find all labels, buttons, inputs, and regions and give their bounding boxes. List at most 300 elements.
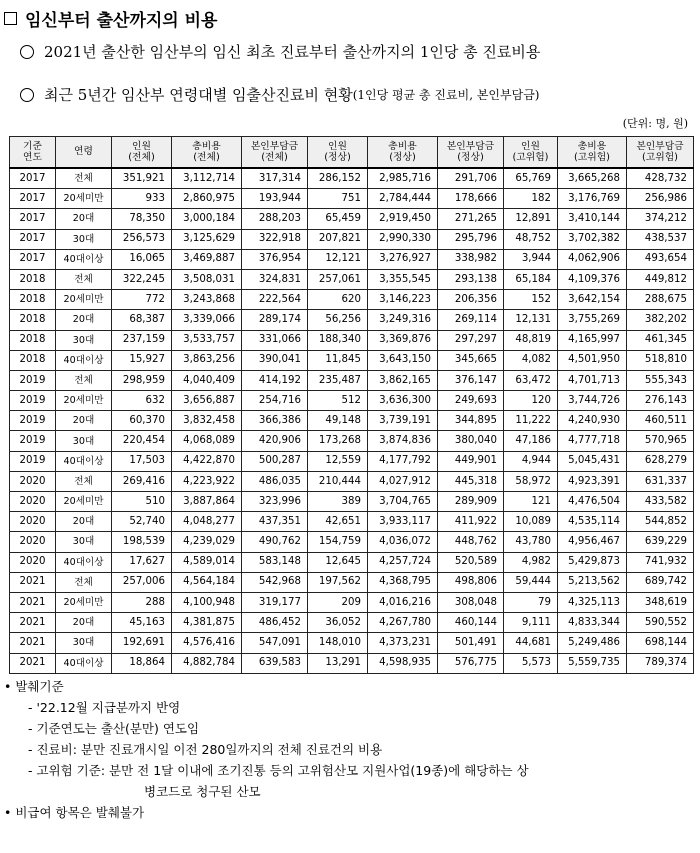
value-cell: 4,982 xyxy=(504,552,558,572)
value-cell: 374,212 xyxy=(627,209,694,229)
value-cell: 376,954 xyxy=(242,249,308,269)
value-cell: 65,184 xyxy=(504,269,558,289)
value-cell: 445,318 xyxy=(438,471,504,491)
table-header-row xyxy=(10,137,694,169)
value-cell: 348,619 xyxy=(627,592,694,612)
value-cell: 12,645 xyxy=(308,552,368,572)
bullet-age-group-main: 최근 5년간 임산부 연령대별 임출산진료비 현황 xyxy=(44,86,353,104)
value-cell: 698,144 xyxy=(627,633,694,653)
table-row xyxy=(10,411,694,431)
value-cell: 324,831 xyxy=(242,269,308,289)
column-header-line: (정상) xyxy=(389,152,416,163)
year-cell: 2018 xyxy=(10,330,56,350)
table-row xyxy=(10,209,694,229)
value-cell: 366,386 xyxy=(242,411,308,431)
value-cell: 3,863,256 xyxy=(172,350,242,370)
value-cell: 276,143 xyxy=(627,391,694,411)
age-group-cell: 20대 xyxy=(56,512,112,532)
value-cell: 689,742 xyxy=(627,572,694,592)
bullet-age-group-status xyxy=(20,84,539,105)
value-cell: 460,511 xyxy=(627,411,694,431)
value-cell: 152 xyxy=(504,290,558,310)
value-cell: 3,339,066 xyxy=(172,310,242,330)
table-row xyxy=(10,592,694,612)
age-group-cell: 전체 xyxy=(56,572,112,592)
value-cell: 555,343 xyxy=(627,370,694,390)
value-cell: 4,701,713 xyxy=(558,370,627,390)
value-cell: 12,559 xyxy=(308,451,368,471)
value-cell: 3,276,927 xyxy=(368,249,438,269)
year-cell: 2020 xyxy=(10,552,56,572)
value-cell: 518,810 xyxy=(627,350,694,370)
age-group-cell: 30대 xyxy=(56,229,112,249)
age-group-cell: 40대이상 xyxy=(56,653,112,673)
column-header xyxy=(242,137,308,169)
table-row xyxy=(10,512,694,532)
value-cell: 2,990,330 xyxy=(368,229,438,249)
value-cell: 45,163 xyxy=(112,613,172,633)
value-cell: 933 xyxy=(112,189,172,209)
value-cell: 583,148 xyxy=(242,552,308,572)
value-cell: 3,112,714 xyxy=(172,168,242,189)
year-cell: 2018 xyxy=(10,350,56,370)
age-group-cell: 40대이상 xyxy=(56,249,112,269)
column-header-line: 총비용 xyxy=(388,140,417,152)
value-cell: 344,895 xyxy=(438,411,504,431)
value-cell: 772 xyxy=(112,290,172,310)
age-group-cell: 20세미만 xyxy=(56,290,112,310)
value-cell: 288,675 xyxy=(627,290,694,310)
value-cell: 3,643,150 xyxy=(368,350,438,370)
value-cell: 433,582 xyxy=(627,492,694,512)
table-row xyxy=(10,189,694,209)
value-cell: 322,245 xyxy=(112,269,172,289)
value-cell: 3,862,165 xyxy=(368,370,438,390)
column-header xyxy=(627,137,694,169)
age-group-cell: 전체 xyxy=(56,168,112,189)
unit-label: (단위: 명, 원) xyxy=(622,117,688,130)
value-cell: 2,860,975 xyxy=(172,189,242,209)
value-cell: 4,109,376 xyxy=(558,269,627,289)
table-row xyxy=(10,229,694,249)
value-cell: 4,040,409 xyxy=(172,370,242,390)
column-header-line: (고위험) xyxy=(641,152,679,163)
value-cell: 188,340 xyxy=(308,330,368,350)
year-cell: 2018 xyxy=(10,269,56,289)
age-group-cell: 40대이상 xyxy=(56,552,112,572)
value-cell: 18,864 xyxy=(112,653,172,673)
value-cell: 4,923,391 xyxy=(558,471,627,491)
value-cell: 288,203 xyxy=(242,209,308,229)
value-cell: 639,229 xyxy=(627,532,694,552)
year-cell: 2017 xyxy=(10,209,56,229)
value-cell: 4,016,216 xyxy=(368,592,438,612)
value-cell: 48,819 xyxy=(504,330,558,350)
value-cell: 3,533,757 xyxy=(172,330,242,350)
value-cell: 48,752 xyxy=(504,229,558,249)
value-cell: 3,000,184 xyxy=(172,209,242,229)
value-cell: 437,351 xyxy=(242,512,308,532)
value-cell: 4,325,113 xyxy=(558,592,627,612)
value-cell: 3,125,629 xyxy=(172,229,242,249)
value-cell: 4,036,072 xyxy=(368,532,438,552)
year-cell: 2020 xyxy=(10,532,56,552)
value-cell: 192,691 xyxy=(112,633,172,653)
value-cell: 79 xyxy=(504,592,558,612)
value-cell: 3,243,868 xyxy=(172,290,242,310)
table-row xyxy=(10,552,694,572)
value-cell: 17,503 xyxy=(112,451,172,471)
year-cell: 2019 xyxy=(10,411,56,431)
value-cell: 5,249,486 xyxy=(558,633,627,653)
value-cell: 271,265 xyxy=(438,209,504,229)
value-cell: 43,780 xyxy=(504,532,558,552)
value-cell: 13,291 xyxy=(308,653,368,673)
value-cell: 390,041 xyxy=(242,350,308,370)
value-cell: 5,429,873 xyxy=(558,552,627,572)
value-cell: 2,919,450 xyxy=(368,209,438,229)
value-cell: 486,452 xyxy=(242,613,308,633)
value-cell: 3,656,887 xyxy=(172,391,242,411)
table-row xyxy=(10,269,694,289)
note-payment-reflect: - '22.12월 지급분까지 반영 xyxy=(28,700,181,715)
value-cell: 382,202 xyxy=(627,310,694,330)
value-cell: 3,146,223 xyxy=(368,290,438,310)
table-row xyxy=(10,290,694,310)
year-cell: 2021 xyxy=(10,592,56,612)
value-cell: 291,706 xyxy=(438,168,504,189)
age-group-cell: 30대 xyxy=(56,633,112,653)
circle-bullet-icon xyxy=(20,45,34,59)
year-cell: 2021 xyxy=(10,633,56,653)
table-row xyxy=(10,431,694,451)
table-row xyxy=(10,370,694,390)
value-cell: 12,131 xyxy=(504,310,558,330)
note-high-risk-criteria-cont: 병코드로 청구된 산모 xyxy=(144,784,261,799)
note-medical-cost: - 진료비: 분만 진료개시일 이전 280일까지의 전체 진료건의 비용 xyxy=(28,742,383,757)
column-header-line: 인원 xyxy=(521,140,540,152)
value-cell: 376,147 xyxy=(438,370,504,390)
column-header xyxy=(112,137,172,169)
value-cell: 4,476,504 xyxy=(558,492,627,512)
value-cell: 154,759 xyxy=(308,532,368,552)
value-cell: 319,177 xyxy=(242,592,308,612)
value-cell: 3,369,876 xyxy=(368,330,438,350)
age-group-cell: 20세미만 xyxy=(56,391,112,411)
value-cell: 2,784,444 xyxy=(368,189,438,209)
value-cell: 438,537 xyxy=(627,229,694,249)
value-cell: 15,927 xyxy=(112,350,172,370)
year-cell: 2020 xyxy=(10,492,56,512)
value-cell: 5,045,431 xyxy=(558,451,627,471)
value-cell: 193,944 xyxy=(242,189,308,209)
value-cell: 3,508,031 xyxy=(172,269,242,289)
year-cell: 2019 xyxy=(10,431,56,451)
year-cell: 2020 xyxy=(10,471,56,491)
value-cell: 12,891 xyxy=(504,209,558,229)
value-cell: 295,796 xyxy=(438,229,504,249)
year-cell: 2018 xyxy=(10,290,56,310)
column-header-line: (전체) xyxy=(261,152,288,163)
value-cell: 338,982 xyxy=(438,249,504,269)
value-cell: 17,627 xyxy=(112,552,172,572)
value-cell: 4,100,948 xyxy=(172,592,242,612)
value-cell: 620 xyxy=(308,290,368,310)
value-cell: 11,222 xyxy=(504,411,558,431)
value-cell: 632 xyxy=(112,391,172,411)
value-cell: 639,583 xyxy=(242,653,308,673)
column-header-line: 본인부담금 xyxy=(250,140,299,152)
value-cell: 4,535,114 xyxy=(558,512,627,532)
value-cell: 420,906 xyxy=(242,431,308,451)
value-cell: 120 xyxy=(504,391,558,411)
column-header-line: (전체) xyxy=(193,152,220,163)
column-header-line: (고위험) xyxy=(573,152,611,163)
value-cell: 121 xyxy=(504,492,558,512)
year-cell: 2017 xyxy=(10,249,56,269)
value-cell: 58,972 xyxy=(504,471,558,491)
age-group-cell: 20세미만 xyxy=(56,592,112,612)
age-group-cell: 20대 xyxy=(56,411,112,431)
column-header-line: 본인부담금 xyxy=(636,140,684,152)
year-cell: 2018 xyxy=(10,310,56,330)
value-cell: 4,082 xyxy=(504,350,558,370)
value-cell: 4,267,780 xyxy=(368,613,438,633)
year-cell: 2017 xyxy=(10,168,56,189)
column-header-line: 총비용 xyxy=(192,140,221,152)
value-cell: 3,469,887 xyxy=(172,249,242,269)
value-cell: 298,959 xyxy=(112,370,172,390)
age-group-cell: 전체 xyxy=(56,471,112,491)
value-cell: 628,279 xyxy=(627,451,694,471)
value-cell: 4,422,870 xyxy=(172,451,242,471)
value-cell: 182 xyxy=(504,189,558,209)
age-group-cell: 30대 xyxy=(56,532,112,552)
age-group-cell: 전체 xyxy=(56,370,112,390)
value-cell: 345,665 xyxy=(438,350,504,370)
note-high-risk-criteria: - 고위험 기준: 분만 전 1달 이내에 조기진통 등의 고위험산모 지원사업(19종)에 해당하는 상 xyxy=(28,763,529,778)
table-body xyxy=(10,168,694,673)
cost-table xyxy=(9,136,694,674)
value-cell: 297,297 xyxy=(438,330,504,350)
note-extraction-criteria: • 발췌기준 xyxy=(4,679,64,694)
value-cell: 52,740 xyxy=(112,512,172,532)
column-header-line: 총비용 xyxy=(577,140,607,152)
value-cell: 49,148 xyxy=(308,411,368,431)
value-cell: 4,381,875 xyxy=(172,613,242,633)
value-cell: 5,559,735 xyxy=(558,653,627,673)
value-cell: 12,121 xyxy=(308,249,368,269)
value-cell: 4,777,718 xyxy=(558,431,627,451)
table-row xyxy=(10,350,694,370)
value-cell: 10,089 xyxy=(504,512,558,532)
value-cell: 520,589 xyxy=(438,552,504,572)
value-cell: 3,744,726 xyxy=(558,391,627,411)
value-cell: 257,006 xyxy=(112,572,172,592)
value-cell: 289,909 xyxy=(438,492,504,512)
value-cell: 286,152 xyxy=(308,168,368,189)
column-header-line: (정상) xyxy=(457,152,484,163)
table-row xyxy=(10,330,694,350)
value-cell: 178,666 xyxy=(438,189,504,209)
value-cell: 544,852 xyxy=(627,512,694,532)
bullet-total-cost-text: 2021년 출산한 임산부의 임신 최초 진료부터 출산까지의 1인당 총 진료비용 xyxy=(44,43,541,61)
value-cell: 59,444 xyxy=(504,572,558,592)
value-cell: 9,111 xyxy=(504,613,558,633)
column-header xyxy=(438,137,504,169)
age-group-cell: 20대 xyxy=(56,613,112,633)
value-cell: 4,165,997 xyxy=(558,330,627,350)
value-cell: 389 xyxy=(308,492,368,512)
column-header-line: 인원 xyxy=(132,140,151,152)
year-cell: 2019 xyxy=(10,391,56,411)
table-row xyxy=(10,451,694,471)
table-row xyxy=(10,653,694,673)
circle-bullet-icon xyxy=(20,88,34,102)
value-cell: 60,370 xyxy=(112,411,172,431)
table-row xyxy=(10,633,694,653)
value-cell: 3,933,117 xyxy=(368,512,438,532)
value-cell: 173,268 xyxy=(308,431,368,451)
value-cell: 4,177,792 xyxy=(368,451,438,471)
value-cell: 237,159 xyxy=(112,330,172,350)
value-cell: 4,257,724 xyxy=(368,552,438,572)
value-cell: 3,642,154 xyxy=(558,290,627,310)
value-cell: 256,573 xyxy=(112,229,172,249)
value-cell: 56,256 xyxy=(308,310,368,330)
age-group-cell: 30대 xyxy=(56,431,112,451)
value-cell: 493,654 xyxy=(627,249,694,269)
value-cell: 257,061 xyxy=(308,269,368,289)
table-row xyxy=(10,471,694,491)
value-cell: 198,539 xyxy=(112,532,172,552)
year-cell: 2017 xyxy=(10,189,56,209)
value-cell: 4,564,184 xyxy=(172,572,242,592)
value-cell: 3,832,458 xyxy=(172,411,242,431)
table-row xyxy=(10,310,694,330)
value-cell: 197,562 xyxy=(308,572,368,592)
value-cell: 289,174 xyxy=(242,310,308,330)
age-group-cell: 전체 xyxy=(56,269,112,289)
value-cell: 3,176,769 xyxy=(558,189,627,209)
table-row xyxy=(10,492,694,512)
age-group-cell: 20대 xyxy=(56,310,112,330)
value-cell: 63,472 xyxy=(504,370,558,390)
value-cell: 207,821 xyxy=(308,229,368,249)
value-cell: 631,337 xyxy=(627,471,694,491)
age-group-cell: 30대 xyxy=(56,330,112,350)
value-cell: 220,454 xyxy=(112,431,172,451)
year-cell: 2020 xyxy=(10,512,56,532)
value-cell: 4,373,231 xyxy=(368,633,438,653)
value-cell: 256,986 xyxy=(627,189,694,209)
value-cell: 411,922 xyxy=(438,512,504,532)
value-cell: 490,762 xyxy=(242,532,308,552)
value-cell: 249,693 xyxy=(438,391,504,411)
value-cell: 4,589,014 xyxy=(172,552,242,572)
value-cell: 78,350 xyxy=(112,209,172,229)
value-cell: 570,965 xyxy=(627,431,694,451)
value-cell: 4,240,930 xyxy=(558,411,627,431)
column-header xyxy=(56,137,112,169)
value-cell: 4,027,912 xyxy=(368,471,438,491)
column-header xyxy=(172,137,242,169)
value-cell: 317,314 xyxy=(242,168,308,189)
value-cell: 36,052 xyxy=(308,613,368,633)
value-cell: 498,806 xyxy=(438,572,504,592)
value-cell: 269,416 xyxy=(112,471,172,491)
value-cell: 4,598,935 xyxy=(368,653,438,673)
value-cell: 3,636,300 xyxy=(368,391,438,411)
year-cell: 2021 xyxy=(10,572,56,592)
value-cell: 486,035 xyxy=(242,471,308,491)
year-cell: 2017 xyxy=(10,229,56,249)
value-cell: 4,576,416 xyxy=(172,633,242,653)
value-cell: 751 xyxy=(308,189,368,209)
value-cell: 500,287 xyxy=(242,451,308,471)
table-row xyxy=(10,168,694,189)
page-title-text: 임신부터 출산까지의 비용 xyxy=(25,11,218,31)
value-cell: 65,459 xyxy=(308,209,368,229)
value-cell: 3,739,191 xyxy=(368,411,438,431)
checkbox-square-icon xyxy=(4,12,17,25)
value-cell: 4,501,950 xyxy=(558,350,627,370)
value-cell: 209 xyxy=(308,592,368,612)
year-cell: 2019 xyxy=(10,370,56,390)
value-cell: 4,944 xyxy=(504,451,558,471)
year-cell: 2021 xyxy=(10,653,56,673)
note-base-year: - 기준연도는 출산(분만) 연도임 xyxy=(28,721,200,736)
value-cell: 148,010 xyxy=(308,633,368,653)
value-cell: 449,901 xyxy=(438,451,504,471)
column-header xyxy=(10,137,56,169)
value-cell: 47,186 xyxy=(504,431,558,451)
value-cell: 5,213,562 xyxy=(558,572,627,592)
value-cell: 3,755,269 xyxy=(558,310,627,330)
value-cell: 210,444 xyxy=(308,471,368,491)
value-cell: 2,985,716 xyxy=(368,168,438,189)
value-cell: 323,996 xyxy=(242,492,308,512)
value-cell: 4,833,344 xyxy=(558,613,627,633)
value-cell: 4,048,277 xyxy=(172,512,242,532)
value-cell: 428,732 xyxy=(627,168,694,189)
value-cell: 448,762 xyxy=(438,532,504,552)
value-cell: 331,066 xyxy=(242,330,308,350)
value-cell: 3,887,864 xyxy=(172,492,242,512)
table-row xyxy=(10,532,694,552)
value-cell: 222,564 xyxy=(242,290,308,310)
table-row xyxy=(10,249,694,269)
column-header-line: (고위험) xyxy=(512,152,549,163)
notes-section xyxy=(4,676,529,823)
column-header-line: 본인부담금 xyxy=(446,140,495,152)
value-cell: 65,769 xyxy=(504,168,558,189)
value-cell: 576,775 xyxy=(438,653,504,673)
value-cell: 11,845 xyxy=(308,350,368,370)
value-cell: 4,956,467 xyxy=(558,532,627,552)
table-row xyxy=(10,572,694,592)
value-cell: 512 xyxy=(308,391,368,411)
year-cell: 2019 xyxy=(10,451,56,471)
value-cell: 308,048 xyxy=(438,592,504,612)
bullet-age-group-sub: (1인당 평균 총 진료비, 본인부담금) xyxy=(352,88,540,102)
column-header-line: (정상) xyxy=(324,152,351,163)
value-cell: 510 xyxy=(112,492,172,512)
value-cell: 461,345 xyxy=(627,330,694,350)
value-cell: 547,091 xyxy=(242,633,308,653)
value-cell: 414,192 xyxy=(242,370,308,390)
column-header xyxy=(308,137,368,169)
